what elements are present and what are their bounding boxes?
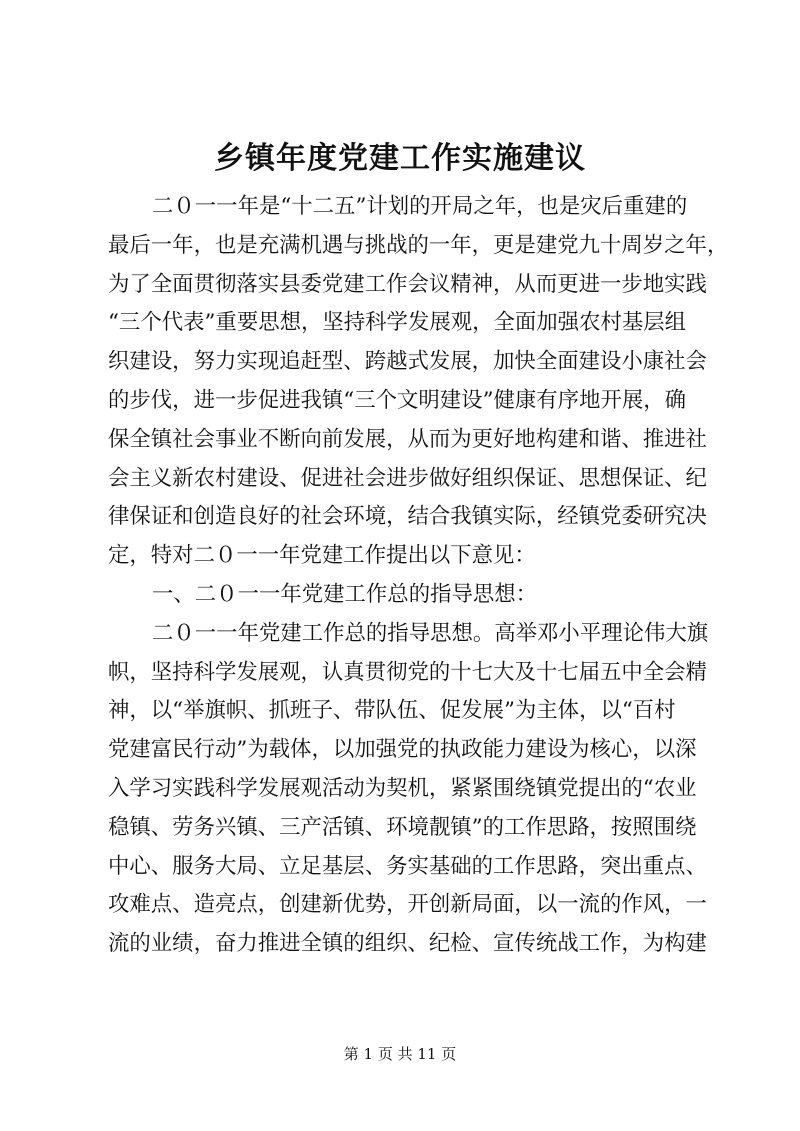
paragraph-line: 二０一一年党建工作总的指导思想。高举邓小平理论伟大旗: [152, 620, 709, 646]
paragraph-line: 流的业绩，奋力推进全镇的组织、纪检、宣传统战工作，为构建: [108, 931, 707, 957]
paragraph-line: 的步伐，进一步促进我镇“三个文明建设”健康有序地开展，确: [108, 387, 687, 413]
paragraph-line: 织建设，努力实现追赶型、跨越式发展，加快全面建设小康社会: [108, 349, 707, 375]
paragraph-line: 保全镇社会事业不断向前发展，从而为更好地构建和谐、推进社: [108, 426, 707, 452]
paragraph-line: 最后一年，也是充满机遇与挑战的一年，更是建党九十周岁之年，: [108, 232, 729, 258]
paragraph-line: 会主义新农村建设、促进社会进步做好组织保证、思想保证、纪: [108, 465, 707, 491]
page-number-footer: 第 1 页 共 11 页: [343, 1045, 457, 1063]
paragraph-line: 二０一一年是“十二五”计划的开局之年，也是灾后重建的: [152, 194, 688, 219]
document-body: [108, 188, 729, 964]
section-heading: 一、二０一一年党建工作总的指导思想：: [152, 581, 538, 607]
document-title: 乡镇年度党建工作实施建议: [214, 141, 586, 176]
paragraph-line: 中心、服务大局、立足基层、务实基础的工作思路，突出重点、: [108, 853, 707, 879]
paragraph-line: 入学习实践科学发展观活动为契机，紧紧围绕镇党提出的“农业: [108, 775, 697, 801]
paragraph-line: “三个代表”重要思想，坚持科学发展观，全面加强农村基层组: [108, 310, 687, 336]
paragraph-line: 神，以“举旗帜、抓班子、带队伍、促发展”为主体，以“百村: [108, 698, 676, 724]
paragraph-line: 攻难点、造亮点，创建新优势，开创新局面，以一流的作风，一: [108, 892, 707, 918]
paragraph-line: 帜，坚持科学发展观，认真贯彻党的十七大及十七届五中全会精: [108, 659, 707, 685]
paragraph-line: 为了全面贯彻落实县委党建工作会议精神，从而更进一步地实践: [108, 271, 707, 297]
paragraph-line: 律保证和创造良好的社会环境，结合我镇实际，经镇党委研究决: [108, 504, 707, 530]
paragraph-line: 稳镇、劳务兴镇、三产活镇、环境靓镇”的工作思路，按照围绕: [108, 814, 697, 840]
paragraph-line: 党建富民行动”为载体，以加强党的执政能力建设为核心，以深: [108, 737, 697, 763]
paragraph-line: 定，特对二０一一年党建工作提出以下意见：: [108, 543, 536, 569]
